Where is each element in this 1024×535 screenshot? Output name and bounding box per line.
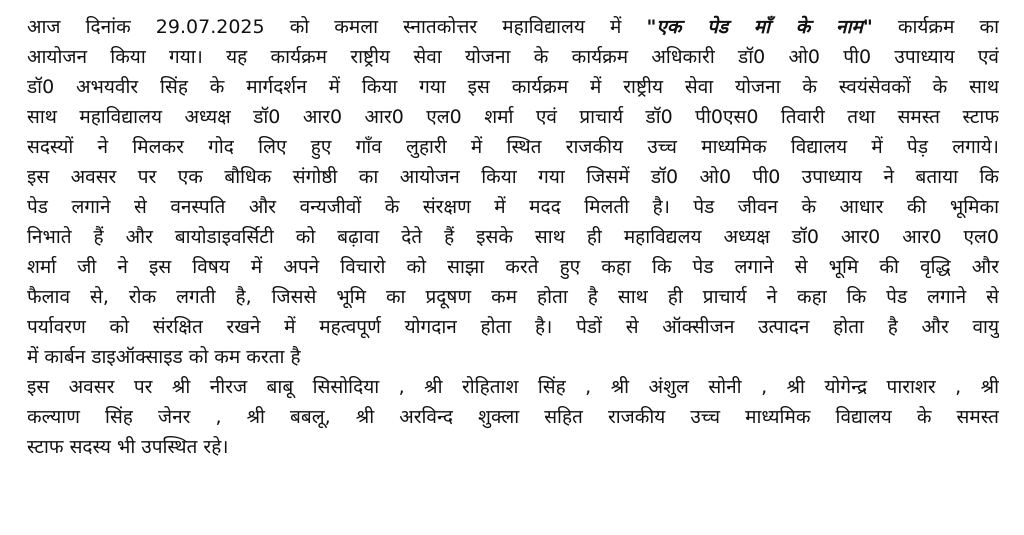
- text-line: सदस्यों ने मिलकर गोद लिए हुए गाँव लुहारी में स्थित राजकीय उच्च माध्यमिक विद्यालय में पेड़ लगाये।: [27, 136, 999, 158]
- text-line: शर्मा जी ने इस विषय में अपने विचारो को साझा करते हुए कहा कि पेड लगाने से भूमि की वृद्धि और: [27, 256, 999, 278]
- text-segment: आज दिनांक 29.07.2025 को कमला स्नातकोत्तर महाविद्यालय में: [27, 16, 647, 38]
- document-body: [27, 12, 999, 462]
- paragraph-seminar: [27, 162, 999, 372]
- program-title: "एक पेड माँ के नाम": [646, 16, 873, 38]
- text-line: डॉ0 अभयवीर सिंह के मार्गदर्शन में किया गया इस कार्यक्रम में राष्ट्रीय सेवा योजना के स्वयंसेवकों के साथ: [27, 76, 999, 98]
- text-line: पेड लगाने से वनस्पति और वन्यजीवों के संरक्षण में मदद मिलती है। पेड जीवन के आधार की भूमिका: [27, 196, 999, 218]
- text-line: इस अवसर पर एक बौधिक संगोष्ठी का आयोजन किया गया जिसमें डॉ0 ओ0 पी0 उपाध्याय ने बताया कि: [27, 166, 999, 188]
- text-line: [27, 12, 999, 42]
- text-segment: कार्यक्रम का: [872, 16, 999, 38]
- paragraph-event-summary: [27, 12, 999, 162]
- text-line: पर्यावरण को संरक्षित रखने में महत्वपूर्ण योगदान होता है। पेडों से ऑक्सीजन उत्पादन होता है और वायु: [27, 316, 999, 338]
- paragraph-attendees: [27, 372, 999, 462]
- text-line: साथ महाविद्यालय अध्यक्ष डॉ0 आर0 आर0 एल0 शर्मा एवं प्राचार्य डॉ0 पी0एस0 तिवारी तथा समस्त स्टाफ: [27, 106, 999, 128]
- text-line: निभाते हैं और बायोडाइवर्सिटी को बढ़ावा देते हैं इसके साथ ही महाविद्यलय अध्यक्ष डॉ0 आर0 आर0 एल0: [27, 226, 999, 248]
- text-line: इस अवसर पर श्री नीरज बाबू सिसोदिया , श्री रोहिताश सिंह , श्री अंशुल सोनी , श्री योगेन्द्र पाराशर , श्री: [27, 376, 999, 398]
- text-line: स्टाफ सदस्य भी उपस्थित रहे।: [27, 436, 229, 458]
- text-line: आयोजन किया गया। यह कार्यक्रम राष्ट्रीय सेवा योजना के कार्यक्रम अधिकारी डॉ0 ओ0 पी0 उपाध्याय एवं: [27, 46, 999, 68]
- text-line: कल्याण सिंह जेनर , श्री बबलू, श्री अरविन्द शुक्ला सहित राजकीय उच्च माध्यमिक विद्यालय के समस्त: [27, 406, 999, 428]
- text-line: फैलाव से, रोक लगती है, जिससे भूमि का प्रदूषण कम होता है साथ ही प्राचार्य ने कहा कि पेड लगाने से: [27, 286, 999, 308]
- text-line: में कार्बन डाइऑक्साइड को कम करता है: [27, 346, 301, 368]
